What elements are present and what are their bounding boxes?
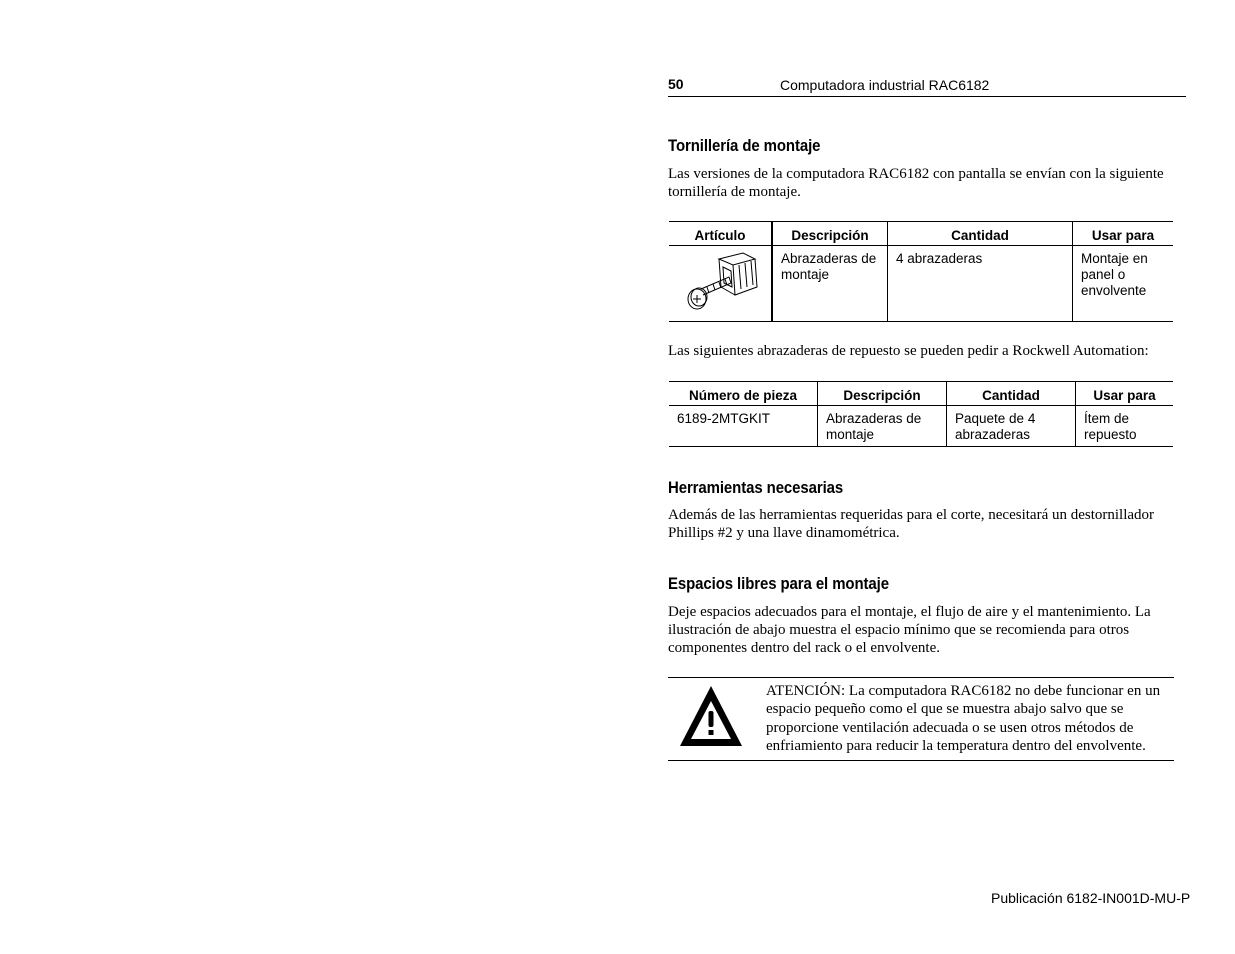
column-header: Usar para [1076,382,1174,406]
column-header: Usar para [1073,222,1174,246]
description-cell: Abrazaderas de montaje [818,406,947,447]
table-row [669,246,1173,322]
attention-box [668,677,1174,761]
description-cell: Abrazaderas de montaje [772,246,888,322]
table-header-row [669,382,1173,406]
column-header: Número de pieza [669,382,818,406]
mounting-hardware-intro: Las versiones de la computadora RAC6182 con pantalla se envían con la siguiente tornillería de montaje. [668,166,1164,200]
heading-mounting-hardware: Tornillería de montaje [668,136,821,155]
column-header: Cantidad [947,382,1076,406]
quantity-cell: 4 abrazaderas [888,246,1073,322]
quantity-cell: Paquete de 4 abrazaderas [947,406,1076,447]
replacement-parts-table [669,381,1173,447]
heading-tools: Herramientas necesarias [668,478,844,497]
page-number: 50 [668,76,684,92]
warning-triangle-icon [678,684,744,748]
table-row [669,406,1173,447]
mounting-hardware-table [669,221,1173,322]
tools-text: Además de las herramientas requeridas para el corte, necesitará un destornillador Phillips #2 y una llave dinamométrica. [668,507,1155,541]
mounting-clamp-icon [677,249,763,317]
column-header: Descripción [772,222,888,246]
heading-clearances: Espacios libres para el montaje [668,574,889,593]
table-header-row [669,222,1173,246]
publication-footer: Publicación 6182-IN001D-MU-P [991,890,1191,906]
column-header: Descripción [818,382,947,406]
use-cell: Montaje en panel o envolvente [1081,251,1148,298]
header-title: Computadora industrial RAC6182 [780,77,990,93]
page-header [668,76,1186,97]
column-header: Cantidad [888,222,1073,246]
replacement-intro: Las siguientes abrazaderas de repuesto se pueden pedir a Rockwell Automation: [668,343,1149,359]
column-header: Artículo [669,222,772,246]
attention-text: ATENCIÓN: La computadora RAC6182 no debe funcionar en un espacio pequeño como el que se muestra abajo salvo que se proporcione ventilación adecuada o se usen otros métodos de enfriamiento para reducir la temperatura dentro del envolvente. [766,683,1161,754]
part-number-cell: 6189-2MTGKIT [669,406,818,447]
article-cell [669,246,772,322]
use-cell: Ítem de repuesto [1084,411,1137,442]
clearances-text: Deje espacios adecuados para el montaje, el flujo de aire y el mantenimiento. La ilustración de abajo muestra el espacio mínimo que se recomienda para otros componentes dentro del rack o el envolvente. [668,604,1151,656]
